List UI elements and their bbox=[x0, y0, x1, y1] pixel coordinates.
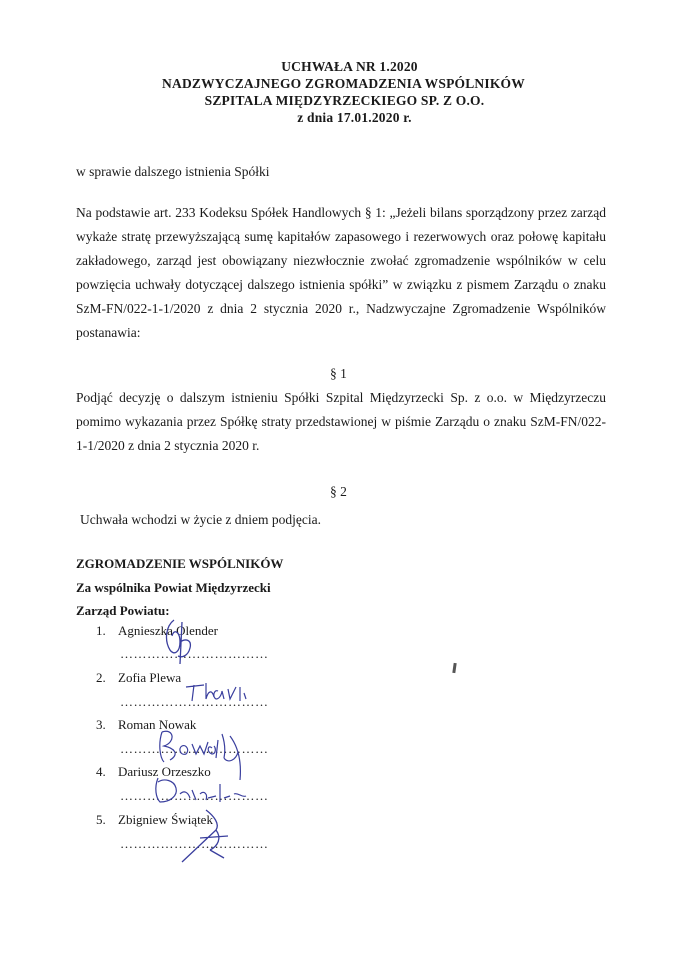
member-number: 5. bbox=[96, 812, 106, 827]
resolution-date: z dnia 17.01.2020 r. bbox=[297, 110, 412, 125]
preamble-paragraph: Na podstawie art. 233 Kodeksu Spółek Handlowych § 1: „Jeżeli bilans sporządzony przez zarząd wykaże stratę przewyższającą sumę kapitałów zapasowego i rezerwowych oraz połowę kapitału zakładowego, zarząd jest obowiązany niezwłocznie zwołać zgromadzenie wspólników w celu powzięcia uchwały dotyczącej dalszego istnienia spółki” w związku z pismem Zarządu o znaku SzM-FN/022-1-1/2020 z dnia 2 stycznia 2020 r., Nadzwyczajne Zgromadzenie Wspólników postanawia: bbox=[76, 205, 606, 340]
signature-line: …………………………… bbox=[120, 788, 269, 803]
member-number: 2. bbox=[96, 670, 106, 685]
member-number: 3. bbox=[96, 717, 106, 732]
resolution-subject: w sprawie dalszego istnienia Spółki bbox=[76, 164, 270, 179]
board-member-2 bbox=[96, 670, 181, 686]
signature-line: …………………………… bbox=[120, 646, 269, 661]
signature-5-handwritten bbox=[170, 806, 240, 866]
assembly-name: NADZWYCZAJNEGO ZGROMADZENIA WSPÓLNIKÓW bbox=[162, 76, 525, 91]
signature-4-handwritten bbox=[150, 772, 260, 810]
member-name: Dariusz Orzeszko bbox=[118, 764, 211, 779]
signature-2-handwritten bbox=[182, 673, 252, 705]
signatures-heading: ZGROMADZENIE WSPÓLNIKÓW bbox=[76, 556, 284, 571]
section-1-text: Podjąć decyzję o dalszym istnieniu Spółki Szpital Międzyrzecki Sp. z o.o. w Międzyrzeczu pomimo wykazania przez Spółkę straty przedstawionej w piśmie Zarządu o znaku SzM-FN/022-1-1/2020 z dnia 2 stycznia 2020 r. bbox=[76, 390, 606, 453]
member-name: Zofia Plewa bbox=[118, 670, 182, 685]
member-name: Agnieszka Olender bbox=[118, 623, 218, 638]
stray-ink-mark bbox=[452, 663, 456, 673]
resolution-header bbox=[0, 58, 679, 126]
member-name: Zbigniew Świątek bbox=[118, 812, 213, 827]
section-2-sign: § 2 bbox=[330, 484, 347, 499]
signature-1-handwritten bbox=[160, 612, 200, 672]
section-1-sign: § 1 bbox=[330, 366, 347, 381]
signatures-board: Zarząd Powiatu: bbox=[76, 603, 170, 618]
signature-line: …………………………… bbox=[120, 836, 269, 851]
resolution-number: UCHWAŁA NR 1.2020 bbox=[281, 59, 418, 74]
signature-line: …………………………… bbox=[120, 694, 269, 709]
member-number: 4. bbox=[96, 764, 106, 779]
company-name: SZPITALA MIĘDZYRZECKIEGO SP. Z O.O. bbox=[204, 93, 485, 108]
signature-line: …………………………… bbox=[120, 741, 269, 756]
signatures-on-behalf: Za wspólnika Powiat Międzyrzecki bbox=[76, 580, 271, 595]
member-number: 1. bbox=[96, 623, 106, 638]
member-name: Roman Nowak bbox=[118, 717, 197, 732]
section-2-text: Uchwała wchodzi w życie z dniem podjęcia. bbox=[80, 512, 322, 527]
